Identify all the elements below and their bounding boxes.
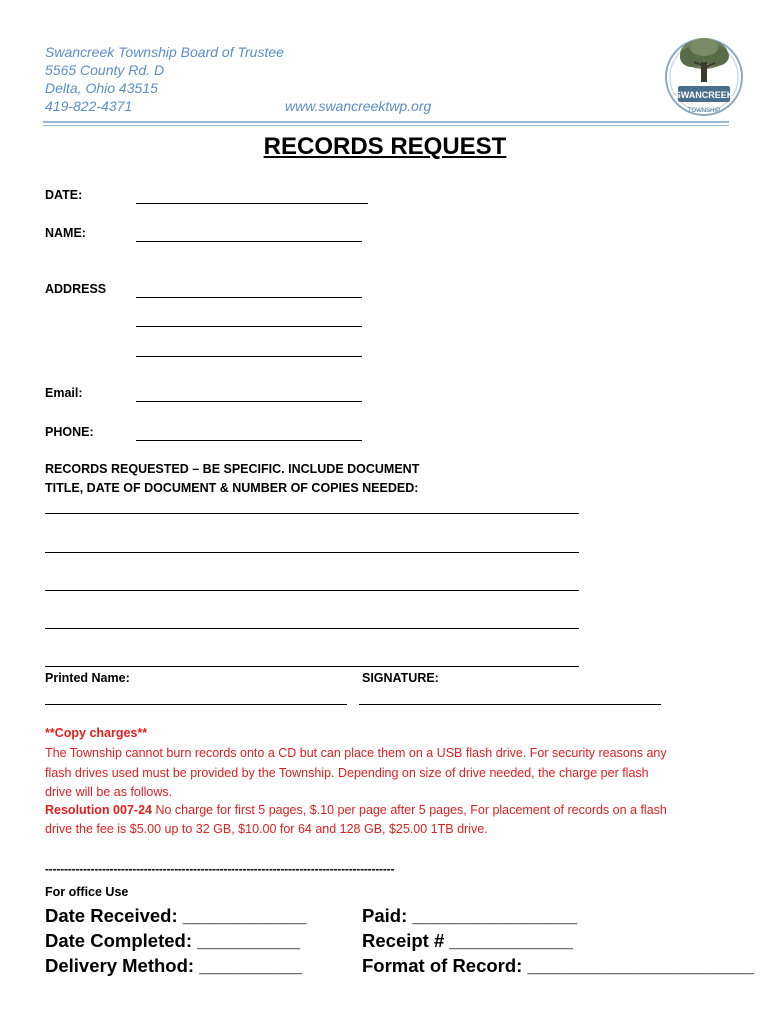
paid-field[interactable]: Paid: ________________ [362,905,577,926]
address-field-3[interactable] [136,356,362,357]
name-label: NAME: [45,226,86,240]
office-use-label: For office Use [45,885,129,899]
records-line-1[interactable] [45,513,579,514]
records-requested-instructions-1: RECORDS REQUESTED – BE SPECIFIC. INCLUDE DOCUMENT [45,462,420,476]
date-received-field[interactable]: Date Received: ____________ [45,905,307,926]
address-field-2[interactable] [136,326,362,327]
resolution-number: Resolution 007-24 [45,803,152,817]
printed-name-label: Printed Name: [45,671,130,685]
records-line-3[interactable] [45,590,579,591]
email-field[interactable] [136,401,362,402]
oak-tree-icon [664,32,744,122]
address-label: ADDRESS [45,282,107,296]
org-city: Delta, Ohio 43515 [45,80,158,96]
date-label: DATE: [45,188,83,202]
copy-charges-line-1: The Township cannot burn records onto a CD but can place them on a USB flash drive. For security reasons any [45,746,667,760]
resolution-text: No charge for first 5 pages, $.10 per page after 5 pages, For placement of records on a flash [151,803,667,817]
records-line-2[interactable] [45,552,579,553]
org-phone: 419-822-4371 [45,98,133,114]
format-of-record-field[interactable]: Format of Record: ______________________ [362,955,754,976]
copy-charges-line-2: flash drives used must be provided by the Township. Depending on size of drive needed, the charge per flash [45,766,649,780]
org-website[interactable]: www.swancreektwp.org [285,98,432,114]
copy-charges-line-3: drive will be as follows. [45,785,173,799]
date-completed-field[interactable]: Date Completed: __________ [45,930,301,951]
logo-text-top: SWANCREEK [674,90,734,100]
printed-name-field[interactable] [45,704,347,705]
records-line-5[interactable] [45,666,579,667]
name-field[interactable] [136,241,362,242]
records-requested-instructions-2: TITLE, DATE OF DOCUMENT & NUMBER OF COPIES NEEDED: [45,481,419,495]
signature-label: SIGNATURE: [362,671,439,685]
header-rule [43,121,729,123]
signature-field[interactable] [359,704,661,705]
address-field-1[interactable] [136,297,362,298]
email-label: Email: [45,386,83,400]
receipt-field[interactable]: Receipt # ____________ [362,930,573,951]
copy-charges-line-5: drive the fee is $5.00 up to 32 GB, $10.00 for 64 and 128 GB, $25.00 1TB drive. [45,822,488,836]
phone-label: PHONE: [45,425,94,439]
header-rule-thin [43,125,729,126]
phone-field[interactable] [136,440,362,441]
copy-charges-resolution [45,801,667,820]
org-name: Swancreek Township Board of Trustee [45,44,284,60]
township-seal-logo [664,32,744,122]
date-field[interactable] [136,203,368,204]
org-street: 5565 County Rd. D [45,62,165,78]
records-line-4[interactable] [45,628,579,629]
office-divider: -------------------------------------------------------------------------------------------- [45,862,395,876]
logo-text-bottom: TOWNSHIP [687,108,721,114]
copy-charges-heading: **Copy charges** [45,726,148,740]
delivery-method-field[interactable]: Delivery Method: __________ [45,955,303,976]
page-title: RECORDS REQUEST [263,133,507,160]
